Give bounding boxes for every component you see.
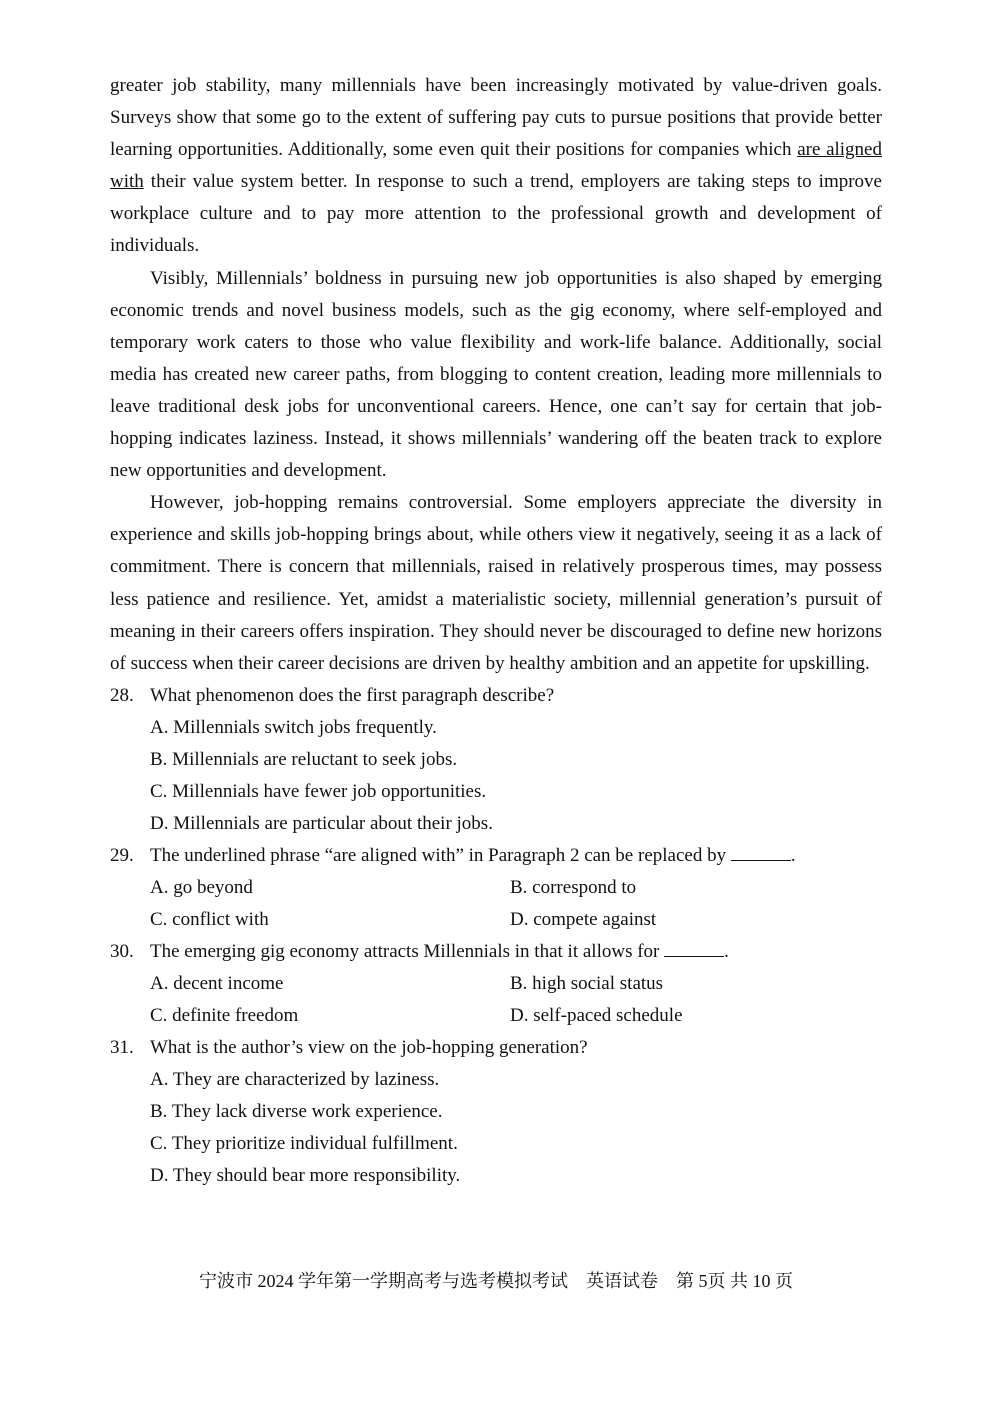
option-c[interactable]: C. conflict with (150, 908, 269, 930)
option-a[interactable]: A. decent income (150, 972, 284, 994)
paragraph-text: greater job stability, many millennials have been increasingly motivated by value-driven goals. Surveys show that some go to the extent of suffering pay cuts to pursue positions that provide better learning opportunities. Additionally, some even quit their positions for companies which (110, 75, 882, 161)
question-text: The underlined phrase “are aligned with” in Paragraph 2 can be replaced by (150, 844, 727, 866)
passage-paragraph-1 (110, 70, 882, 263)
exam-page (110, 70, 882, 1192)
option-a[interactable]: A. go beyond (150, 876, 253, 898)
question-number: 31. (110, 1036, 134, 1058)
question-31 (110, 1032, 882, 1192)
option-c[interactable]: C. definite freedom (150, 1004, 299, 1026)
option-b[interactable]: B. Millennials are reluctant to seek jobs. (150, 748, 458, 770)
option-c[interactable]: C. They prioritize individual fulfillment. (150, 1132, 458, 1154)
option-a[interactable]: A. They are characterized by laziness. (150, 1068, 440, 1090)
question-28 (110, 680, 882, 840)
option-b[interactable]: B. They lack diverse work experience. (150, 1100, 443, 1122)
passage-paragraph-3: However, job-hopping remains controversial. Some employers appreciate the diversity in experience and skills job-hopping brings about, while others view it negatively, seeing it as a lack of commitment. There is concern that millennials, raised in relatively prosperous times, may possess less patience and resilience. Yet, amidst a materialistic society, millennial generation’s pursuit of meaning in their careers offers inspiration. They should never be discouraged to define new horizons of success when their career decisions are driven by healthy ambition and an appetite for upskilling. (110, 492, 882, 674)
option-d[interactable]: D. compete against (510, 908, 657, 930)
page-footer: 宁波市 2024 学年第一学期高考与选考模拟考试 英语试卷 第 5页 共 10 页 (199, 1271, 793, 1291)
option-c[interactable]: C. Millennials have fewer job opportunities. (150, 780, 487, 802)
answer-blank (731, 859, 791, 861)
paragraph-text: their value system better. In response to such a trend, employers are taking steps to improve workplace culture and to pay more attention to the professional growth and development of individuals. (110, 171, 882, 257)
option-b[interactable]: B. correspond to (510, 876, 637, 898)
answer-blank (664, 955, 724, 957)
question-30: 30. The emerging gig economy attracts Millennials in that it allows for . A. decent income B. high social status C. definite freedom D. self-paced schedule (110, 936, 882, 1032)
question-number: 30. (110, 940, 134, 962)
passage-paragraph-2: Visibly, Millennials’ boldness in pursuing new job opportunities is also shaped by emerging economic trends and novel business models, such as the gig economy, where self-employed and temporary work caters to those who value flexibility and work-life balance. Additionally, social media has created new career paths, from blogging to content creation, leading more millennials to leave traditional desk jobs for unconventional careers. Hence, one can’t say for certain that job-hopping indicates laziness. Instead, it shows millennials’ wandering off the beaten track to explore new opportunities and development. (110, 267, 882, 482)
question-29: 29. The underlined phrase “are aligned with” in Paragraph 2 can be replaced by . A. go beyond B. correspond to C. conflict with D. compete against (110, 840, 882, 936)
option-a[interactable]: A. Millennials switch jobs frequently. (150, 716, 437, 738)
question-text: What phenomenon does the first paragraph describe? (150, 684, 555, 706)
option-d[interactable]: D. self-paced schedule (510, 1004, 683, 1026)
option-d[interactable]: D. Millennials are particular about their jobs. (150, 812, 493, 834)
option-d[interactable]: D. They should bear more responsibility. (150, 1164, 461, 1186)
underlined-phrase: are aligned with (110, 139, 882, 193)
question-text: The emerging gig economy attracts Millennials in that it allows for (150, 940, 660, 962)
question-text: What is the author’s view on the job-hopping generation? (150, 1036, 588, 1058)
question-number: 29. (110, 844, 134, 866)
option-b[interactable]: B. high social status (510, 972, 664, 994)
question-number: 28. (110, 684, 134, 706)
